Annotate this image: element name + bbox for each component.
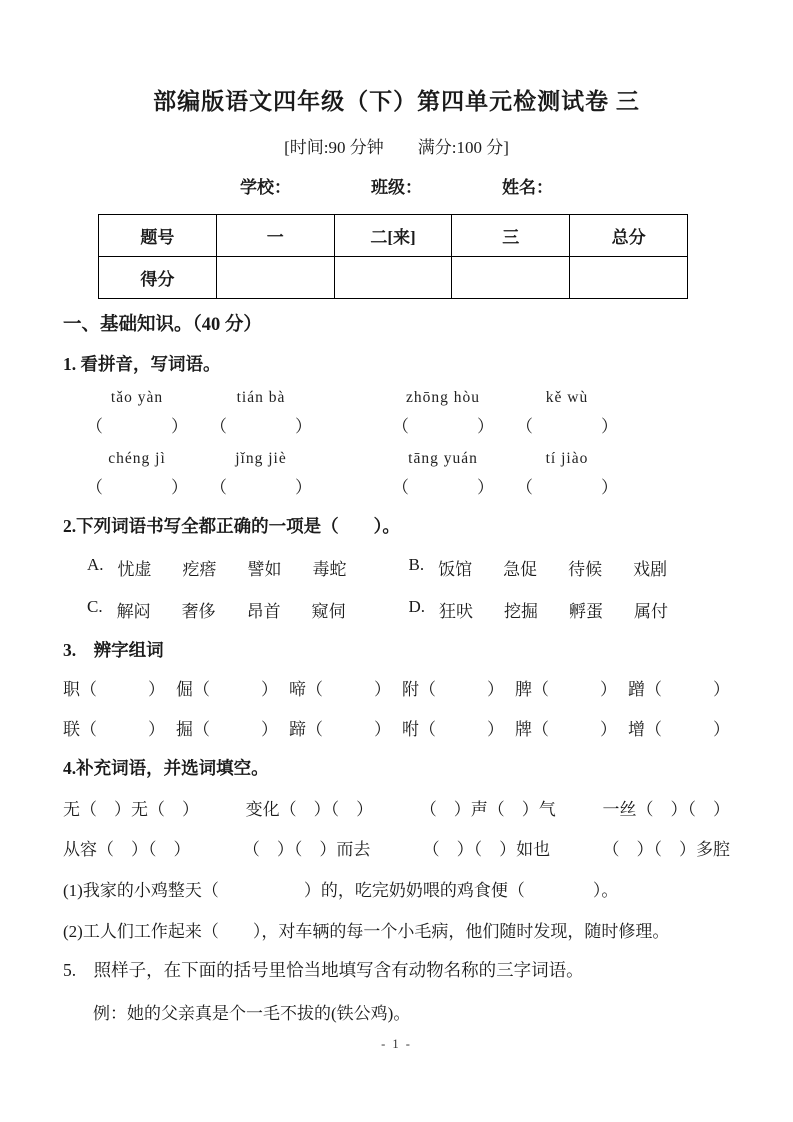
option-word: 窥伺	[311, 602, 346, 621]
answer-blank: （ ）	[193, 680, 278, 699]
idiom-blank: 变化（ ）（ ）	[245, 800, 374, 819]
char-blank-pair	[515, 675, 617, 700]
score-cell-empty	[334, 257, 452, 299]
idiom-blank: 无（ ）无（ ）	[63, 800, 199, 819]
pinyin-cell	[505, 448, 629, 468]
char-blank-pair	[628, 675, 730, 700]
question-1-title: 1. 看拼音，写词语。	[63, 354, 221, 374]
answer-blank: （ ）	[86, 417, 188, 436]
answer-blank: （ ）	[532, 680, 617, 699]
q5-example: 例：她的父亲真是个一毛不拔的(铁公鸡)。	[93, 1004, 411, 1023]
char-blank-pair	[63, 715, 165, 740]
time-score-line: [时间:90 分钟 满分:100 分]	[284, 138, 509, 157]
q3-row-2	[63, 715, 730, 740]
answer-blank: （ ）	[516, 417, 618, 436]
character: 增	[628, 720, 645, 739]
option-word: 急促	[503, 560, 538, 579]
option-word: 饭馆	[438, 560, 473, 579]
option-word: 待候	[568, 560, 603, 579]
char-blank-pair	[402, 715, 504, 740]
pinyin-text: zhōng hòu	[405, 389, 480, 406]
pinyin-cell	[381, 448, 505, 468]
q4-sub-question-1: (1)我家的小鸡整天（ ）的，吃完奶奶喂的鸡食便（ ）。	[63, 881, 619, 900]
answer-blank: （ ）	[419, 680, 504, 699]
character: 倔	[176, 680, 193, 699]
idiom-blank: 一丝（ ）（ ）	[602, 800, 730, 819]
char-blank-pair	[402, 675, 504, 700]
answer-blank-row-1	[63, 412, 730, 437]
q4-idiom-row-1	[63, 795, 730, 820]
pinyin-text: tián bà	[236, 389, 286, 406]
char-blank-pair	[289, 675, 391, 700]
character: 蹄	[289, 720, 306, 739]
option-label: C.	[87, 597, 103, 616]
answer-blank: （ ）	[193, 720, 278, 739]
page-number: - 1 -	[381, 1037, 412, 1051]
q4-sub-question-2: (2)工人们工作起来（ ），对车辆的每一个小毛病，他们随时发现，随时修理。	[63, 922, 670, 941]
student-info-row	[63, 173, 730, 198]
q2-option-d	[409, 597, 731, 622]
q2-option-a	[87, 555, 409, 580]
score-row-label: 得分	[99, 257, 217, 299]
option-word: 属付	[634, 602, 669, 621]
answer-blank: （ ）	[80, 680, 165, 699]
answer-blank: （ ）	[86, 478, 188, 497]
answer-blank: （ ）	[210, 417, 312, 436]
character: 职	[63, 680, 80, 699]
char-blank-pair	[289, 715, 391, 740]
answer-blank: （ ）	[516, 478, 618, 497]
pinyin-text: tí jiào	[545, 450, 589, 467]
score-table	[98, 214, 688, 299]
pinyin-cell	[505, 387, 629, 407]
character: 附	[402, 680, 419, 699]
idiom-blank: （ ）（ ）而去	[242, 840, 371, 859]
idiom-blank: （ ）（ ）如也	[422, 840, 551, 859]
answer-blank-row-2	[63, 473, 730, 498]
character: 牌	[515, 720, 532, 739]
option-word: 昂首	[246, 602, 281, 621]
section-1-heading: 一、基础知识。（40 分）	[63, 315, 262, 335]
answer-blank: （ ）	[645, 680, 730, 699]
option-label: A.	[87, 555, 104, 574]
pinyin-cell	[199, 387, 323, 407]
pinyin-cell	[75, 448, 199, 468]
score-cell-empty	[570, 257, 688, 299]
score-table-header-cell: 总分	[570, 215, 688, 257]
char-blank-pair	[628, 715, 730, 740]
char-blank-pair	[176, 675, 278, 700]
answer-blank: （ ）	[392, 478, 494, 497]
question-5-title: 5. 照样子，在下面的括号里恰当地填写含有动物名称的三字词语。	[63, 960, 584, 980]
pinyin-text: tǎo yàn	[110, 389, 164, 406]
name-label: 姓名：	[502, 178, 553, 197]
score-table-header-cell: 三	[452, 215, 570, 257]
option-word: 狂吠	[439, 602, 474, 621]
option-word: 孵蛋	[569, 602, 604, 621]
option-word: 解闷	[116, 602, 151, 621]
pinyin-text: jǐng jiè	[235, 450, 287, 467]
score-table-header-row	[99, 215, 688, 257]
pinyin-text: kě wù	[545, 389, 589, 406]
question-3-title: 3. 辨字组词	[63, 640, 164, 660]
score-table-score-row	[99, 257, 688, 299]
answer-blank: （ ）	[419, 720, 504, 739]
answer-blank: （ ）	[532, 720, 617, 739]
answer-blank: （ ）	[80, 720, 165, 739]
idiom-blank: （ ）（ ）多腔	[602, 840, 730, 859]
school-label: 学校：	[240, 178, 291, 197]
pinyin-row-1	[63, 387, 730, 407]
q2-options-row-cd	[63, 597, 730, 622]
pinyin-text: tāng yuán	[408, 450, 478, 467]
pinyin-cell	[75, 387, 199, 407]
option-word: 疙瘩	[182, 560, 217, 579]
character: 蹭	[628, 680, 645, 699]
q2-option-c	[87, 597, 409, 622]
q4-idiom-row-2	[63, 835, 730, 860]
character: 掘	[176, 720, 193, 739]
option-word: 毒蛇	[312, 560, 347, 579]
score-cell-empty	[216, 257, 334, 299]
page-title: 部编版语文四年级（下）第四单元检测试卷 三	[153, 89, 640, 114]
score-cell-empty	[452, 257, 570, 299]
pinyin-text: chéng jì	[108, 450, 166, 467]
answer-blank: （ ）	[306, 680, 391, 699]
question-4-title: 4.补充词语，并选词填空。	[63, 758, 269, 778]
option-label: D.	[408, 597, 426, 616]
character: 联	[63, 720, 80, 739]
pinyin-cell	[381, 387, 505, 407]
answer-blank: （ ）	[306, 720, 391, 739]
answer-blank: （ ）	[392, 417, 494, 436]
score-table-header-cell: 一	[216, 215, 334, 257]
pinyin-row-2	[63, 448, 730, 468]
score-table-header-cell: 二[来]	[334, 215, 452, 257]
option-word: 譬如	[247, 560, 282, 579]
class-label: 班级：	[371, 178, 422, 197]
q3-row-1	[63, 675, 730, 700]
score-table-header-cell: 题号	[99, 215, 217, 257]
option-word: 挖掘	[504, 602, 539, 621]
char-blank-pair	[176, 715, 278, 740]
option-word: 奢侈	[181, 602, 216, 621]
idiom-blank: 从容（ ）（ ）	[63, 840, 191, 859]
pinyin-cell	[199, 448, 323, 468]
character: 咐	[402, 720, 419, 739]
answer-blank: （ ）	[210, 478, 312, 497]
answer-blank: （ ）	[645, 720, 730, 739]
option-label: B.	[408, 555, 425, 574]
q2-option-b	[409, 555, 731, 580]
option-word: 忧虚	[117, 560, 152, 579]
question-2-title: 2.下列词语书写全都正确的一项是（ ）。	[63, 516, 400, 536]
option-word: 戏剧	[633, 560, 668, 579]
character: 啼	[289, 680, 306, 699]
char-blank-pair	[63, 675, 165, 700]
idiom-blank: （ ）声（ ）气	[419, 800, 556, 819]
char-blank-pair	[515, 715, 617, 740]
character: 脾	[515, 680, 532, 699]
q2-options-row-ab	[63, 555, 730, 580]
